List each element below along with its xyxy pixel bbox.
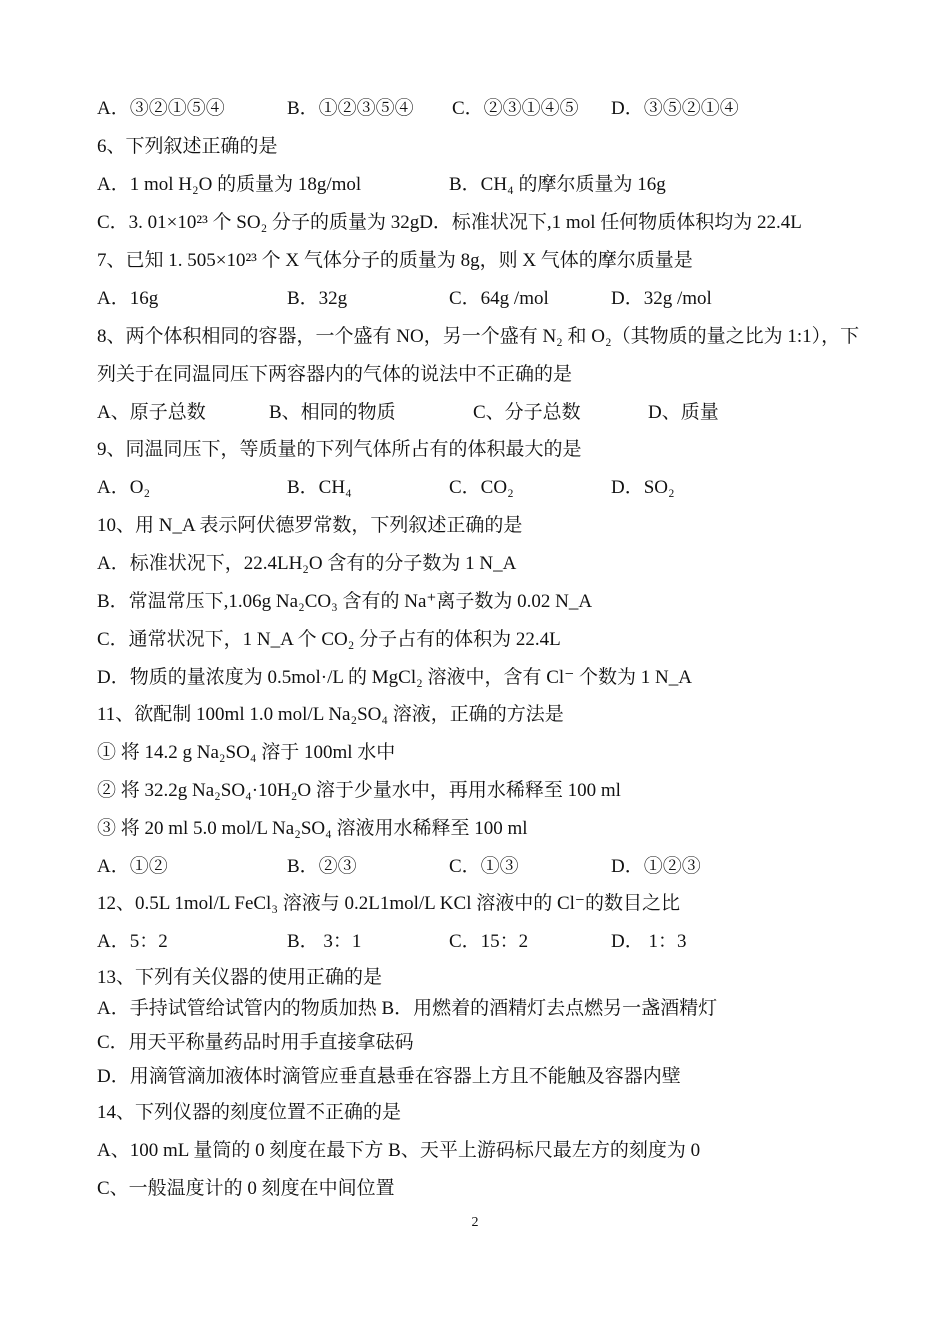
- q11-stem: 11、欲配制 100ml 1.0 mol/L Na₂SO₄ 溶液，正确的方法是: [97, 704, 564, 725]
- q6-stem: 6、下列叙述正确的是: [97, 136, 278, 157]
- option-c: C、分子总数: [473, 402, 581, 423]
- option-b: B． 3：1: [287, 931, 362, 952]
- option-d: D．SO₂: [611, 477, 675, 498]
- option-b: B、相同的物质: [269, 402, 396, 423]
- option-b: B．②③: [287, 856, 357, 877]
- q13-option-d: D．用滴管滴加液体时滴管应垂直悬垂在容器上方且不能触及容器内壁: [97, 1066, 681, 1087]
- q8-stem-line2: 列关于在同温同压下两容器内的气体的说法中不正确的是: [97, 364, 573, 385]
- option-d: D．③⑤②①④: [611, 98, 739, 119]
- option-c: C．15：2: [449, 931, 529, 952]
- q14-option-c: C、一般温度计的 0 刻度在中间位置: [97, 1178, 395, 1199]
- option-a: A．1 mol H₂O 的质量为 18g/mol: [97, 174, 362, 195]
- q13-option-c: C．用天平称量药品时用手直接拿砝码: [97, 1032, 414, 1053]
- option-d: D． 1：3: [611, 931, 687, 952]
- option-a: A．O₂: [97, 477, 151, 498]
- q6-options-cd: C．3. 01×10²³ 个 SO₂ 分子的质量为 32gD．标准状况下,1 mol 任何物质体积均为 22.4L: [97, 212, 802, 233]
- option-a: A．③②①⑤④: [97, 98, 225, 119]
- option-d: D．①②③: [611, 856, 701, 877]
- q11-method-2: ② 将 32.2g Na₂SO₄·10H₂O 溶于少量水中，再用水稀释至 100 ml: [97, 780, 621, 801]
- q14-options-ab: A、100 mL 量筒的 0 刻度在最下方 B、天平上游码标尺最左方的刻度为 0: [97, 1140, 701, 1161]
- q10-option-b: B．常温常压下,1.06g Na₂CO₃ 含有的 Na⁺离子数为 0.02 N_A: [97, 591, 593, 612]
- option-a: A．16g: [97, 288, 159, 309]
- q7-stem: 7、已知 1. 505×10²³ 个 X 气体分子的质量为 8g，则 X 气体的摩尔质量是: [97, 250, 693, 271]
- q9-stem: 9、同温同压下，等质量的下列气体所占有的体积最大的是: [97, 439, 582, 460]
- option-b: B．①②③⑤④: [287, 98, 414, 119]
- q10-option-d: D．物质的量浓度为 0.5mol·/L 的 MgCl₂ 溶液中，含有 Cl⁻ 个数为 1 N_A: [97, 667, 692, 688]
- option-b: B．CH₄: [287, 477, 352, 498]
- q13-options-ab: A．手持试管给试管内的物质加热 B．用燃着的酒精灯去点燃另一盏酒精灯: [97, 998, 718, 1019]
- option-b: B．32g: [287, 288, 348, 309]
- q10-option-c: C．通常状况下，1 N_A 个 CO₂ 分子占有的体积为 22.4L: [97, 629, 561, 650]
- option-c: C．②③①④⑤: [452, 98, 579, 119]
- page-number: 2: [471, 1215, 479, 1230]
- q12-stem: 12、0.5L 1mol/L FeCl₃ 溶液与 0.2L1mol/L KCl 溶液中的 Cl⁻的数目之比: [97, 893, 680, 914]
- option-b: B．CH₄ 的摩尔质量为 16g: [449, 174, 666, 195]
- option-c: C．①③: [449, 856, 519, 877]
- q14-stem: 14、下列仪器的刻度位置不正确的是: [97, 1102, 402, 1123]
- option-c: C．64g /mol: [449, 288, 549, 309]
- q13-stem: 13、下列有关仪器的使用正确的是: [97, 967, 383, 988]
- option-d: D、质量: [648, 402, 719, 423]
- option-c: C．CO₂: [449, 477, 514, 498]
- q10-option-a: A．标准状况下，22.4LH₂O 含有的分子数为 1 N_A: [97, 553, 517, 574]
- q10-stem: 10、用 N_A 表示阿伏德罗常数，下列叙述正确的是: [97, 515, 523, 536]
- option-a: A、原子总数: [97, 402, 206, 423]
- q11-method-1: ① 将 14.2 g Na₂SO₄ 溶于 100ml 水中: [97, 742, 396, 763]
- option-d: D．32g /mol: [611, 288, 712, 309]
- q11-method-3: ③ 将 20 ml 5.0 mol/L Na₂SO₄ 溶液用水稀释至 100 ml: [97, 818, 528, 839]
- option-a: A．①②: [97, 856, 168, 877]
- q8-stem-line1: 8、两个体积相同的容器，一个盛有 NO，另一个盛有 N₂ 和 O₂（其物质的量之比为 1:1），下: [97, 326, 860, 347]
- option-a: A．5：2: [97, 931, 168, 952]
